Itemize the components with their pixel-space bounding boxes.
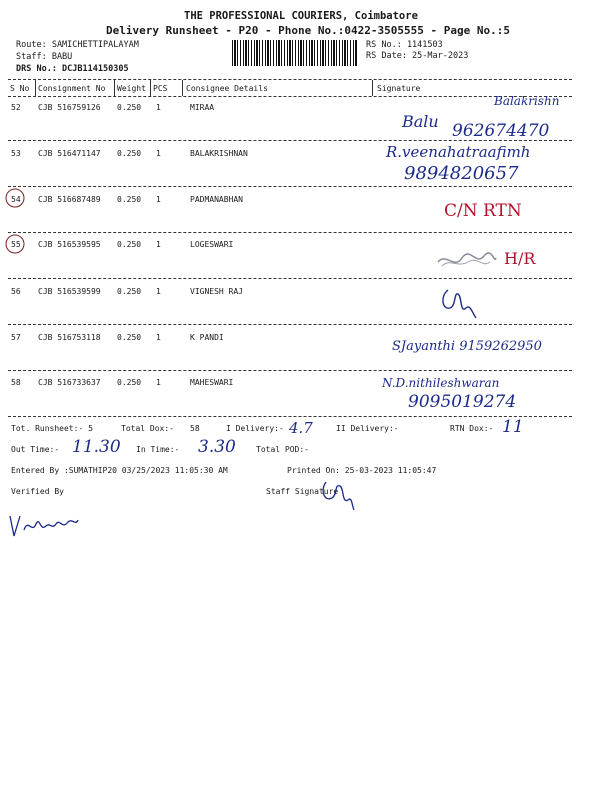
in-time-label: In Time:- <box>136 445 180 454</box>
row-weight: 0.250 <box>117 333 142 342</box>
total-pod-label: Total POD:- <box>256 445 309 454</box>
rs-date: RS Date: 25-Mar-2023 <box>366 51 469 61</box>
total-dox-value: 58 <box>190 424 200 433</box>
row-sno: 52 <box>11 103 21 112</box>
handwritten-name-phone: SJayanthi 9159262950 <box>392 339 542 354</box>
out-time-label: Out Time:- <box>11 445 60 454</box>
col-header-sno: S No <box>10 84 30 93</box>
out-time-value: 11.30 <box>72 437 121 457</box>
row-divider <box>8 324 572 325</box>
tot-runsheet: Tot. Runsheet:- 5 <box>11 424 93 433</box>
row-pcs: 1 <box>156 149 161 158</box>
ink-scribble <box>436 248 498 272</box>
printed-on: Printed On: 25-03-2023 11:05:47 <box>287 466 437 475</box>
row-pcs: 1 <box>156 103 161 112</box>
ink-signature <box>438 286 482 322</box>
circle-row-55 <box>6 235 24 253</box>
row-divider <box>8 232 572 233</box>
row-pcs: 1 <box>156 240 161 249</box>
row-consignee: PADMANABHAN <box>190 195 243 204</box>
row-pcs: 1 <box>156 287 161 296</box>
row-sno: 54 <box>11 195 21 204</box>
row-consignee: MAHESWARI <box>190 378 234 387</box>
row-divider <box>8 370 572 371</box>
row-consignee: K PANDI <box>190 333 224 342</box>
col-header-pcs: PCS <box>153 84 168 93</box>
ii-delivery-label: II Delivery:- <box>336 424 399 433</box>
col-header-weight: Weight <box>117 84 146 93</box>
rtn-dox-value: 11 <box>502 417 524 437</box>
row-consignee: LOGESWARI <box>190 240 234 249</box>
i-delivery-label: I Delivery:- <box>226 424 284 433</box>
col-divider <box>35 80 36 96</box>
drs-number: DRS No.: DCJB114150305 <box>16 64 129 74</box>
handwritten-return-note: H/R <box>504 249 536 268</box>
rs-number: RS No.: 1141503 <box>366 40 443 50</box>
row-consignment: CJB 516733637 <box>38 378 101 387</box>
company-title: THE PROFESSIONAL COURIERS, Coimbatore <box>184 10 418 22</box>
col-header-consignment: Consignment No <box>38 84 106 93</box>
row-pcs: 1 <box>156 195 161 204</box>
handwritten-phone: 9095019274 <box>408 392 517 412</box>
handwritten-name: N.D.nithileshwaran <box>382 376 500 390</box>
route: Route: SAMICHETTIPALAYAM <box>16 40 139 50</box>
total-dox-label: Total Dox:- <box>121 424 174 433</box>
row-consignment: CJB 516753118 <box>38 333 101 342</box>
verified-signature-ink <box>6 510 82 542</box>
i-delivery-value: 4.7 <box>289 419 313 437</box>
row-sno: 58 <box>11 378 21 387</box>
rtn-dox-label: RTN Dox:- <box>450 424 494 433</box>
row-weight: 0.250 <box>117 240 142 249</box>
runsheet-subtitle: Delivery Runsheet - P20 - Phone No.:0422-3505555 - Page No.:5 <box>106 24 510 37</box>
row-sno: 55 <box>11 240 21 249</box>
row-consignee: MIRAA <box>190 103 215 112</box>
handwritten-return-note: C/N RTN <box>444 201 522 221</box>
row-consignment: CJB 516759126 <box>38 103 101 112</box>
col-divider <box>182 80 183 96</box>
col-header-signature: Signature <box>377 84 421 93</box>
row-consignment: CJB 516687489 <box>38 195 101 204</box>
circle-row-54 <box>6 189 24 207</box>
row-weight: 0.250 <box>117 149 142 158</box>
row-consignment: CJB 516471147 <box>38 149 101 158</box>
row-consignment: CJB 516539595 <box>38 240 101 249</box>
col-divider <box>372 80 373 96</box>
row-weight: 0.250 <box>117 195 142 204</box>
staff-signature-ink <box>318 476 358 512</box>
row-consignee: BALAKRISHNAN <box>190 149 248 158</box>
handwritten-name: R.veenahatraafimh <box>386 143 531 161</box>
handwritten-phone: 962674470 <box>452 121 550 141</box>
row-pcs: 1 <box>156 378 161 387</box>
row-consignee: VIGNESH RAJ <box>190 287 243 296</box>
handwritten-phone: 9894820657 <box>404 163 519 184</box>
ink-circle-marks <box>4 186 28 266</box>
verified-by-label: Verified By <box>11 487 64 496</box>
barcode <box>232 40 358 66</box>
row-weight: 0.250 <box>117 287 142 296</box>
row-weight: 0.250 <box>117 378 142 387</box>
header-rule-bottom <box>8 96 572 97</box>
row-sno: 57 <box>11 333 21 342</box>
col-divider <box>114 80 115 96</box>
row-divider <box>8 416 572 417</box>
col-divider <box>150 80 151 96</box>
header-rule-top <box>8 79 572 80</box>
staff-signature-label: Staff Signature <box>266 487 339 496</box>
row-sno: 56 <box>11 287 21 296</box>
staff: Staff: BABU <box>16 52 73 62</box>
handwritten-name: Balakrishn <box>494 94 560 108</box>
row-consignment: CJB 516539599 <box>38 287 101 296</box>
handwritten-name: Balu <box>402 112 439 131</box>
row-divider <box>8 186 572 187</box>
row-divider <box>8 278 572 279</box>
row-pcs: 1 <box>156 333 161 342</box>
in-time-value: 3.30 <box>198 437 236 457</box>
row-sno: 53 <box>11 149 21 158</box>
entered-by: Entered By :SUMATHIP20 03/25/2023 11:05:30 AM <box>11 466 228 475</box>
col-header-consignee: Consignee Details <box>186 84 268 93</box>
row-weight: 0.250 <box>117 103 142 112</box>
